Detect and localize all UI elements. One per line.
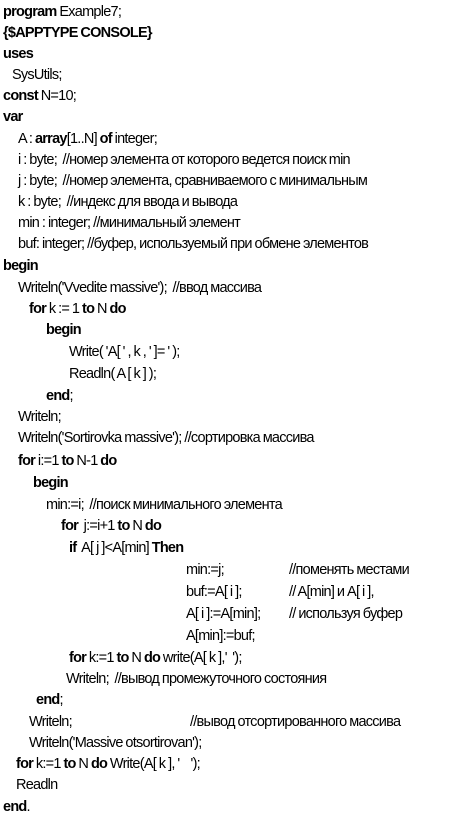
code-line-readln: [16, 775, 57, 796]
writeln-statement: Writeln;: [18, 409, 61, 425]
writeln-final-statement: Writeln;: [29, 714, 72, 730]
code-comment-swap-3: [289, 604, 402, 625]
code-line-if: [69, 538, 183, 559]
code-line-end-main: [3, 797, 30, 818]
keyword-of: of: [99, 131, 112, 147]
code-line-uses: [3, 44, 33, 65]
readln-statement: Readln: [16, 777, 58, 793]
for-sort-init: i:=1: [35, 453, 62, 469]
for-search-init: j:=i+1: [78, 518, 118, 534]
keyword-for: for: [16, 756, 34, 772]
code-line-swap-2: [186, 582, 242, 603]
keyword-to: to: [82, 301, 95, 317]
code-line-k-decl: [18, 192, 237, 213]
code-line-min-assign: [46, 495, 282, 516]
keyword-to: to: [117, 518, 130, 534]
code-line-writeln-sorted: [29, 733, 202, 754]
for-output-step-limit: N: [128, 650, 144, 666]
keyword-do: do: [144, 518, 162, 534]
code-line-swap-3: [186, 604, 260, 625]
code-line-writeln-input: [18, 278, 261, 299]
keyword-const: const: [3, 88, 38, 104]
for-input-init: k := 1: [46, 301, 83, 317]
writeln-final-comment: //вывод отсортированного массива: [190, 714, 401, 730]
code-line-for-sort: [18, 451, 117, 472]
keyword-do: do: [109, 301, 126, 317]
keyword-do: do: [90, 756, 108, 772]
code-line-begin-sort: [33, 473, 68, 494]
code-line-i-decl: [18, 150, 350, 171]
keyword-to: to: [116, 650, 129, 666]
code-line-apptype: [3, 23, 152, 44]
for-output-limit: N: [75, 756, 91, 772]
code-line-begin-main: [3, 256, 38, 277]
min-assign-statement: min:=i; //поиск минимального элемента: [46, 497, 282, 513]
code-line-writeln: [18, 407, 61, 428]
var-min-declaration: min : integer; //минимальный элемент: [18, 215, 240, 231]
program-name: Example7;: [56, 4, 122, 20]
code-line-writeln-sort: [18, 428, 314, 449]
code-line-swap-1: [186, 560, 224, 581]
for-input-limit: N: [94, 301, 110, 317]
code-line-end-input: [46, 386, 73, 407]
keyword-uses: uses: [3, 46, 34, 62]
swap-comment-3: // используя буфер: [289, 606, 403, 622]
swap-ai-statement: A[ i ]:=A[min];: [186, 606, 261, 622]
code-line-swap-4: [186, 626, 255, 647]
array-decl-range: [1..N]: [66, 131, 100, 147]
code-line-end-sort: [36, 690, 63, 711]
code-line-program: [3, 2, 121, 23]
var-buf-declaration: buf: integer; //буфер, используемый при обмене элементов: [18, 236, 369, 252]
const-declaration: N=10;: [37, 88, 77, 104]
code-line-const: [3, 86, 76, 107]
writeln-input-statement: Writeln('Vvedite massive'); //ввод массива: [18, 280, 262, 296]
end-dot: .: [26, 799, 30, 815]
keyword-then: Then: [151, 540, 184, 556]
code-comment-swap-2: [289, 582, 374, 603]
writeln-sorted-statement: Writeln('Massive otsortirovan');: [29, 735, 202, 751]
code-line-write-prompt: [69, 342, 180, 363]
for-output-write: Write(A[ k ], ' ');: [107, 756, 200, 772]
code-line-min-decl: [18, 213, 240, 234]
keyword-do: do: [100, 453, 117, 469]
writeln-intermediate-statement: Writeln; //вывод промежуточного состояния: [66, 671, 327, 687]
code-line-array-decl: [18, 129, 157, 150]
code-line-for-search: [61, 516, 161, 537]
code-line-for-output: [16, 754, 200, 775]
swap-comment-2: // A[min] и A[ i ],: [289, 584, 374, 600]
for-output-init: k:=1: [33, 756, 64, 772]
keyword-begin: begin: [46, 322, 81, 338]
var-i-declaration: i : byte; //номер элемента от которого ведется поиск min: [18, 152, 350, 168]
code-line-for-input: [29, 299, 126, 320]
swap-amin-statement: A[min]:=buf;: [186, 628, 255, 644]
write-prompt-statement: Write( 'A[ ' , k , ' ]= ' );: [69, 344, 180, 360]
keyword-do: do: [143, 650, 161, 666]
keyword-begin: begin: [33, 475, 68, 491]
keyword-to: to: [63, 756, 76, 772]
for-search-limit: N: [129, 518, 145, 534]
var-j-declaration: j : byte; //номер элемента, сравниваемого с минимальным: [18, 173, 368, 189]
keyword-to: to: [61, 453, 74, 469]
for-sort-limit: N-1: [73, 453, 101, 469]
apptype-directive: {$APPTYPE CONSOLE}: [3, 25, 152, 41]
end-semicolon: ;: [59, 692, 63, 708]
keyword-end: end: [3, 799, 27, 815]
code-line-readln-element: [69, 364, 156, 385]
code-line-for-output-step: [69, 648, 242, 669]
for-output-step-init: k:=1: [86, 650, 117, 666]
readln-element-statement: Readln( A [ k ] );: [69, 366, 157, 382]
keyword-var: var: [3, 109, 23, 125]
code-line-begin-input: [46, 320, 81, 341]
keyword-for: for: [29, 301, 47, 317]
code-line-writeln-intermediate: [66, 669, 326, 690]
swap-buf-statement: buf:=A[ i ];: [186, 584, 242, 600]
keyword-for: for: [69, 650, 87, 666]
code-line-var: [3, 107, 23, 128]
code-line-sysutils: [12, 65, 62, 86]
keyword-for: for: [18, 453, 36, 469]
code-comment-writeln-final: [190, 712, 400, 733]
keyword-end: end: [36, 692, 60, 708]
writeln-sort-statement: Writeln('Sortirovka massive'); //сортировка массива: [18, 430, 314, 446]
swap-comment-1: //поменять местами: [289, 562, 409, 578]
keyword-end: end: [46, 388, 70, 404]
array-decl-type: integer;: [111, 131, 157, 147]
array-decl-name: A :: [18, 131, 35, 147]
code-comment-swap-1: [289, 560, 409, 581]
code-line-buf-decl: [18, 234, 368, 255]
swap-min-statement: min:=j;: [186, 562, 224, 578]
end-semicolon: ;: [69, 388, 73, 404]
keyword-if: if: [69, 540, 77, 556]
keyword-program: program: [3, 4, 57, 20]
code-line-j-decl: [18, 171, 367, 192]
unit-sysutils: SysUtils;: [12, 67, 62, 83]
keyword-array: array: [34, 131, 67, 147]
code-line-writeln-final: [29, 712, 72, 733]
keyword-for: for: [61, 518, 79, 534]
if-condition: A[ j ]<A[min]: [76, 540, 152, 556]
for-output-step-write: write(A[ k ],' ');: [160, 650, 242, 666]
var-k-declaration: k : byte; //индекс для ввода и вывода: [18, 194, 238, 210]
keyword-begin: begin: [3, 258, 38, 274]
